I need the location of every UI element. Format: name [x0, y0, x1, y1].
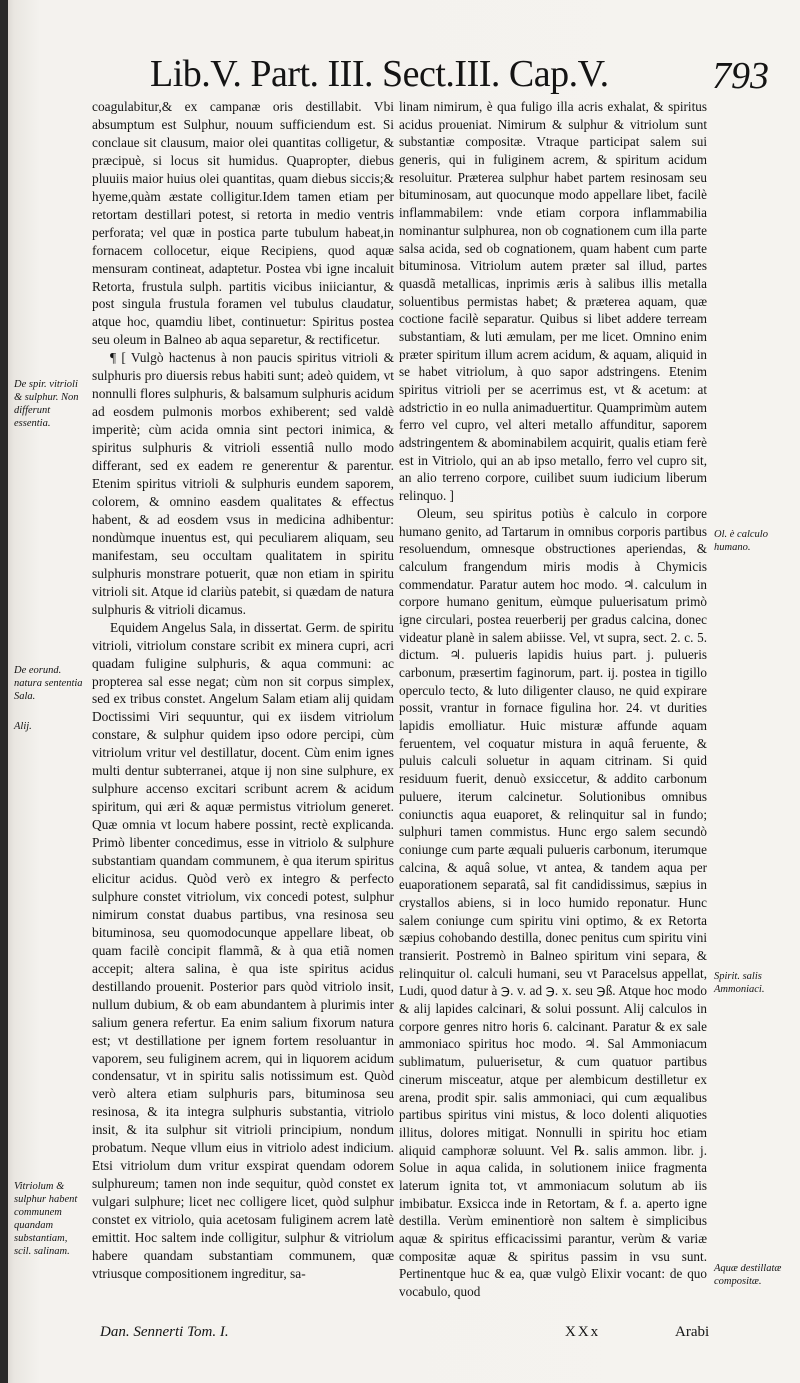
page-number: 793 — [712, 55, 769, 97]
margin-note: De eorund. natura sententia Sala. — [14, 665, 83, 702]
signature-mark: XXx — [565, 1324, 601, 1340]
paragraph: coagulabitur,& ex campanæ oris destillabit. Vbi absumptum est Sulphur, nouum sufficiendum est. Si conclaue sit clausum, maior olei quantitas colligetur, & præcipuè, si locus sit humidus. Quapropter, diebus pluuiis maior huius olei quantitas, quam diebus siccis;& hyeme,quàm æstate colligitur.Idem tamen etiam per retortam destillari potest, si retorta in medio ventris perforata; vel quæ in postica parte tubulum habeat,in fornacem collocetur, eique Recipiens, quod aquæ mensuram contineat, adaptetur. Postea vbi igne incaluit Retorta, frustula sulph. partitis vicibus iniiciantur, & post singula frustula foramen vel tubulus claudatur, atque hoc, quamdiu libet, continuetur: Spiritus postea seu oleum in Balneo ab aqua separetur, & rectificetur. — [92, 99, 394, 348]
paragraph: Oleum, seu spiritus potiùs è calculo in corpore humano genito, ad Tartarum in omnibus corporis partibus resoluendum, omnesque obstructiones aperiendas, & calculum frangendum miris modis à Chymicis commendatur. Paratur autem hoc modo. ♃. calculum in corpore humano genitum, eùmque puluerisatum primò igne circulari, postea reuerberij per gradus calcina, donec videatur planè in salem abiisse. Vel, vt supra, sect. 2. c. 5. dictum. ♃. pulueris lapidis huius part. j. pulueris carbonum, præsertim faginorum, part. ij. postea in tigillo operculo tecto, & luto diligenter clauso, ne quid expirare possit, vrantur in fornace figulina hor. 24. vt durities lapidis emolliatur. Huic misturæ affunde aquam feruentem, vel coquatur mistura in aquâ feruente, & puluis calculi soluetur in aquam citrinam. Si quid residuum fuerit, denuò exsiccetur, & addito carbonum puluere, iterum calcinetur. Solutionibus omnibus coniunctis aqua euaporet, & relinquitur sal in fundo; sulphuri tamen commistus. Hunc ergo salem secundò coniunge cum parte æquali pulueris carbonum, iterumque calcina, & aquâ solue, vt antea, & tandem aqua per euaporationem separatâ, sal fit candidissimus, sæpius in crystallos abiens, si in loco humido reponatur. Hunc salem coniunge cum spiritu vini optimo, & ex Retorta sæpius cohobando destilla, donec penitus cum spiritu vini transierit. Postremò in Balneo spiritum vini separa, & relinquitur ol. calculi humani, seu vt Paracelsus appellat, Ludi, quod datur à ℈. v. ad ℈. x. seu ℈ß. Atque hoc modo & alij lapides calcinari, & solui possunt. Alij calculos in corpore genres nitro horis 6. calcinant. Paratur & ex sale ammoniaco spiritus hoc modo. ♃. Sal Ammoniacum sublimatum, puluerisetur, & cum quatuor partibus cinerum misceatur, atque per alembicum destilletur ex arena, prodit spir. salis ammoniaci, qui cum æqualibus partibus spiritus vini mistus, & loco dolenti aliquoties illitus, dolores mitigat. Nonnulli in spiritu hoc etiam aliquid camphoræ soluunt. Vel ℞. salis ammon. libr. j. Solue in aqua calida, in solutionem iniice fragmenta laterum ignita tot, vt ammoniacum solutum ab iis imbibatur. Exsicca inde in Retortam, & f. a. aperto igne destilla. Verùm eminentiorè non saltem è simplicibus aquæ & spiritus efficacissimi parantur, verùm & variæ compositæ aquæ & spiritus passim in vsu sunt. Pertinentque huc & ea, quæ vulgò Elixir vocant: de quo vocabulo, quod — [399, 505, 707, 1300]
margin-note: De spir. vitrioli & sulphur. Non differunt essentia. — [14, 379, 79, 429]
margin-note: Aquæ destillatæ compositæ. — [714, 1263, 782, 1287]
footer-title: Dan. Sennerti Tom. I. — [100, 1324, 229, 1340]
paragraph: linam nimirum, è qua fuligo illa acris exhalat, & spiritus acidus proueniat. Nimirum & sulphur & vitriolum sunt substantiæ compositæ. Vtraque participat salem sui generis, qui in fuliginem acrem, & spiritum acidum resoluitur. Præterea sulphur habet partem resinosam seu bituminosam, aut quocunque modo appellare libet, facilè inflammabilem: vnde etiam corpora inflammabilia nominantur sulphurea, non ob cognationem cum illa parte salsa acida, sed ob cognationem, quam habent cum parte bituminosa. Vitriolum autem præter sal illud, partes quasdã metallicas, inprimis æris à salibus illis metalla soluentibus permistas habet; & præterea aquam, quæ coctione facilè separatur. Quibus si libet addere terream substantiam, & luti æmulam, per me licet. Omnino enim præter spiritum illum acrem acidum, & aquam, aliquid in se habet vitriolum, à quo sapor adstringens. Etenim spiritus vitrioli per se acerrimus est, vt & acetum: at adstrictio in eo nulla animaduertitur. Quamprimùm autem ferro vel cupro, vel alteri metallo affunditur, saporem adstringentem & abominabilem acquirit, qualis etiam ferè est in Vitriolo, qui an ab ipso metallo, ferro vel cupro sit, an alio terreno corpore, cuilibet suum iudicium liberum relinquo. ] — [399, 99, 707, 504]
left-column — [92, 98, 394, 1283]
margin-note: Vitriolum & sulphur habent communem quandam substantiam, scil. salinam. — [14, 1181, 78, 1257]
binding-edge — [0, 0, 8, 1383]
paragraph: Equidem Angelus Sala, in dissertat. Germ. de spiritu vitrioli, vitriolum constare scribit ex minera cupri, acri quadam fuligine sulphuris, & aqua communi: ac propterea sal esse negat; cùm non sit corpus simplex, sed ex tribus constet. Angelum Salam etiam alij quidam Doctissimi Viri sequuntur, qui ex iisdem vitriolum constare, & sulphur quidem ipso odore percipi, cùm vitriolum vritur vel destillatur, docent. Cùm enim ignes multi dentur subterranei, atque ij non sine sulphure, ex sulphure accenso excitari scribunt acrem & acidum spiritum, qui æri & aquæ permistus vitriolum generet. Quæ omnia vt locum habere possint, rectè explicanda. Primò libenter concedimus, esse in vitriolo & sulphure substantiam quandam communem, è qua iterum spiritus elicitur acidus. Quòd verò ex integro & perfecto sulphure constet vitriolum, vix concedi potest, sulphur nimirum constat duabus partibus, vna resinosa seu bituminosa, seu quomodocunque appellare libeat, ob quam facilè concipit flammã, & à qua etiã nomen accepit; altera salina, è qua iste spiritus acidus destillando prouenit. Posterior pars quòd vitriolo insit, nullum dubium, & ob eam abundantem à plurimis inter salium genera refertur. Ea enim salium fixorum natura est; vt destillatione per ignem fortem resoluantur in vaporem, seu fuliginem acrem, qui in liquorem acidum condensatur, vt in spiritu salis notissimum est. Quòd verò altera etiam sulphuris pars, bituminosa seu resinosa, & ita integra sulphuris substantia, vitriolo insit, & ita sulphur sit vitrioli principium, nondum probatum. Neque vllum eius in vitriolo adest indicium. Etsi vitriolum dum vritur exspirat quendam odorem sulphureum; tamen non inde sequitur, quòd constet ex vulgari sulphure; licet nec colligere licet, quòd sulphur constet ex vitriolo, quia acetosam fuliginem acrem latè emittit. Hoc saltem inde colligitur, sulphur & vitriolum habere quandam substantiam communem, quæ vtriusque compositionem ingreditur, sa- — [92, 619, 394, 1281]
margin-note: Spirit. salis Ammoniaci. — [714, 971, 765, 995]
catchword: Arabi — [675, 1324, 710, 1340]
running-head: Lib.V. Part. III. Sect.III. Cap.V. — [150, 53, 609, 95]
margin-note: Alij. — [14, 721, 32, 732]
right-column — [399, 98, 707, 1301]
margin-note: Ol. è calculo humano. — [714, 529, 768, 553]
paragraph: ¶ [ Vulgò hactenus à non paucis spiritus vitrioli & sulphuris pro diuersis rebus habiti sunt; adeò quidem, vt nonnulli flores sulphuris, & balsamum sulphuris acidum ad eosdem pulmonis morbos exhiberent; sed valdè imperitè; cùm acida omnia sint pectori inimica, & spiritus sulphuris & vitrioli essentiâ nullo modo differant, sed ex eadem re generentur & parentur. Etenim spiritus vitrioli & sulphuris eundem saporem, colorem, & omnino easdem qualitates & effectus habent, & ad eosdem vsus in medicina adhibentur: nondùmque inuentus est, qui peculiarem aliquam, seu manifestam, seu occultam qualitatem in spiritu sulphuris monstrare potuerit, quæ non etiam in spiritu vitrioli sit. Atque id clariùs patebit, si quædam de natura sulphuris & vitrioli dicamus. — [92, 350, 394, 617]
